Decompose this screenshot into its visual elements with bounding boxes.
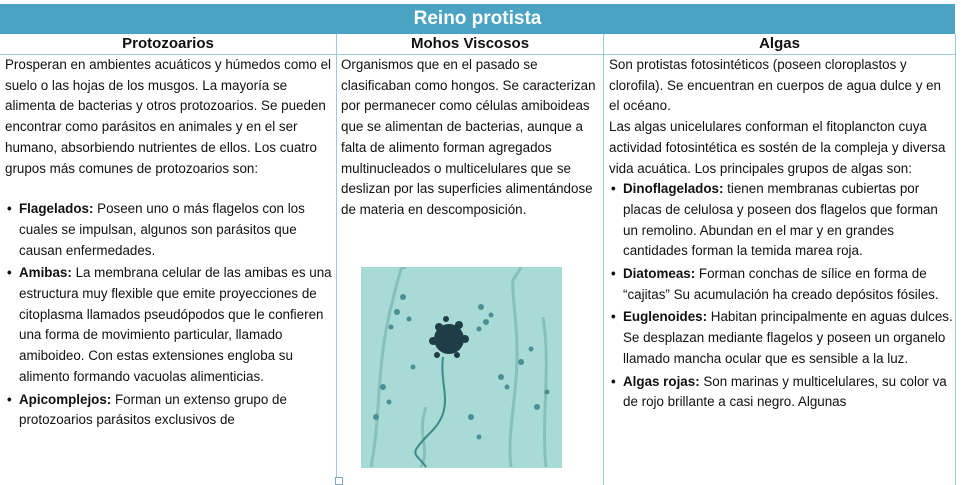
list-item-term: Euglenoides: [623,309,708,325]
algas-intro-2: Las algas unicelulares conforman el fitoplancton cuya actividad fotosintética es sostén de la compleja y diversa vida acuática. Los principales grupos de algas son: [609,119,946,176]
list-item-text: Forman un extenso grupo de protozoarios parásitos exclusivos de [19,391,287,428]
list-item-term: Dinoflagelados: [623,181,724,197]
list-item [609,372,953,413]
table-title: Reino protista [0,4,955,34]
list-item-text: Son marinas y multicelulares, su color va de rojo brillante a casi negro. Algunas [623,373,947,410]
resize-handle[interactable] [335,477,343,485]
heading-mohos-viscosos: Mohos Viscosos [337,34,603,55]
column-protozoarios [5,55,333,485]
micrograph-drawing [361,267,562,468]
list-item-text: Habitan principalmente en aguas dulces. Se desplazan mediante flagelos y poseen un organelo llamado mancha ocular que es sensible a la luz. [623,309,953,366]
list-item-term: Algas rojas: [623,373,700,389]
list-item [609,264,953,305]
list-item-term: Amibas: [19,265,72,281]
heading-algas: Algas [604,34,955,55]
table-right-border [955,34,956,485]
list-item-term: Flagelados: [19,201,94,217]
column-algas [609,55,953,485]
list-item-text: tienen membranas cubiertas por placas de celulosa y poseen dos flagelos que forman un remolino. Abundan en el mar y en grandes cantidades forman la temida marea roja. [623,181,938,259]
protozoarios-intro: Prosperan en ambientes acuáticos y húmedos como el suelo o las hojas de los musgos. La mayoría se alimenta de bacterias y otros protozoarios. Se pueden encontrar como parásitos en animales y en el ser humano, absorbiendo nutrientes de ellos. Los cuatro grupos más comunes de protozoarios son: [5,57,332,176]
slime-mold-micrograph [361,267,562,468]
list-item-text: La membrana celular de las amibas es una estructura muy flexible que emite proyecciones de citoplasma llamados pseudópodos que le confieren una forma de movimiento particular, llamado amiboideo. Con estas extensiones engloba su alimento formando vacuolas alimenticias. [19,265,332,384]
list-item-term: Apicomplejos: [19,391,112,407]
mohos-text: Organismos que en el pasado se clasificaban como hongos. Se caracterizan por permanecer como células amiboideas que se alimentan de bacterias, aunque a falta de alimento forman agregados multinucleados o multicelulares que se deslizan por las superficies alimentándose de materia en descomposición. [341,57,596,217]
list-item-text: Poseen uno o más flagelos con los cuales se impulsan, algunos son parásitos que causan enfermedades. [19,201,305,258]
list-item [609,307,953,369]
column-divider [603,34,604,485]
list-item [5,199,333,261]
protozoarios-list [5,199,333,431]
column-divider [336,34,337,485]
list-item [5,263,333,387]
algas-list [609,179,953,413]
list-item [5,390,333,431]
list-item-text: Forman conchas de sílice en forma de “cajitas” Su acumulación ha creado depósitos fósiles. [623,266,939,302]
list-item-term: Diatomeas: [623,266,696,282]
algas-intro-1: Son protistas fotosintéticos (poseen cloroplastos y clorofila). Se encuentran en cuerpos de agua dulce y en el océano. [609,57,942,114]
heading-protozoarios: Protozoarios [0,34,336,55]
column-mohos-viscosos [341,55,599,255]
list-item [609,179,953,262]
